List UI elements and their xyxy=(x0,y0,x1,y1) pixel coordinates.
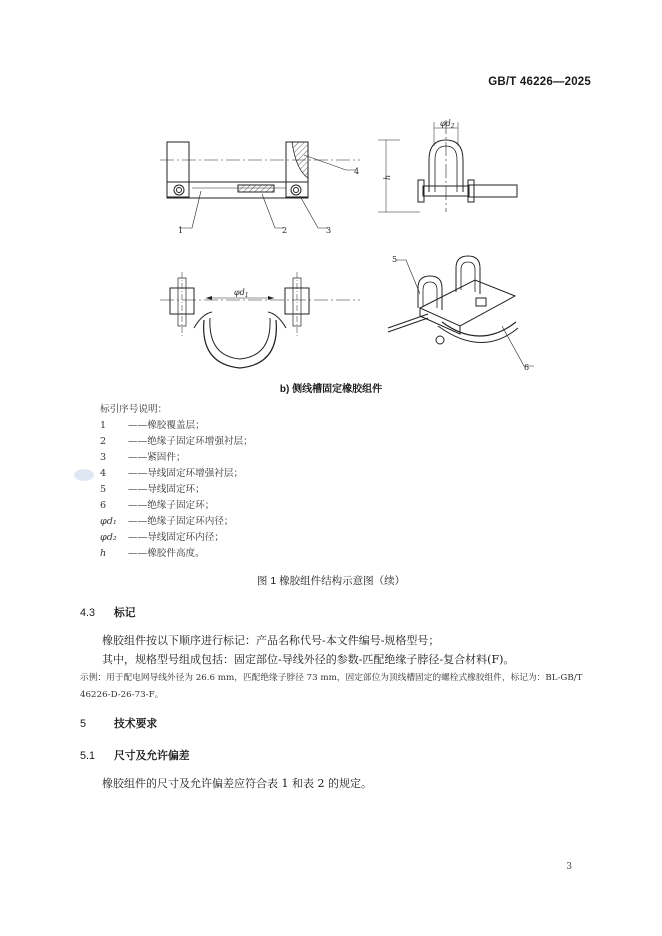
legend-text: ——导线固定环内径； xyxy=(128,532,224,544)
callout-6: 6 xyxy=(524,363,530,372)
legend-text: ——橡胶覆盖层； xyxy=(128,420,205,432)
legend-text: ——导线固定环； xyxy=(128,484,205,496)
callout-3: 3 xyxy=(326,226,332,235)
standard-code: GB/T 46226—2025 xyxy=(488,76,591,88)
legend-code: 6 xyxy=(100,500,107,512)
legend-code: φd₁ xyxy=(100,516,117,528)
legend-item xyxy=(100,530,253,546)
watermark-logo xyxy=(73,468,95,482)
legend-item xyxy=(100,514,253,530)
paragraph: 橡胶组件按以下顺序进行标记：产品名称代号-本文件编号-规格型号； xyxy=(102,634,440,647)
legend-text: ——紧固件； xyxy=(128,452,186,464)
legend-code: 1 xyxy=(100,420,107,432)
legend-item xyxy=(100,546,253,562)
dimension-d2: $\varphi d_2$ xyxy=(440,119,455,130)
legend-text: ——绝缘子固定环增强衬层； xyxy=(128,436,253,448)
section-heading-5: 5 技术要求 xyxy=(80,718,158,730)
example-label: 示例： xyxy=(80,672,107,682)
paragraph: 橡胶组件的尺寸及允许偏差应符合表 1 和表 2 的规定。 xyxy=(102,777,372,790)
legend-code: φd₂ xyxy=(100,532,117,544)
paragraph: 其中，规格型号组成包括：固定部位-导线外径的参数-匹配绝缘子脖径-复合材料(F)。 xyxy=(102,653,515,666)
legend-item xyxy=(100,450,253,466)
legend-item xyxy=(100,434,253,450)
legend-code: 5 xyxy=(100,484,107,496)
isometric-view xyxy=(388,256,534,366)
front-view-bottom xyxy=(160,272,360,368)
legend-item xyxy=(100,418,253,434)
legend-item xyxy=(100,466,253,482)
legend-item xyxy=(100,482,253,498)
legend-text: ——绝缘子固定环； xyxy=(128,500,215,512)
end-view-top xyxy=(378,120,517,212)
callout-4: 4 xyxy=(354,167,360,176)
callout-1: 1 xyxy=(178,226,184,235)
section-heading-4-3: 4.3 标记 xyxy=(80,607,136,619)
figure-caption: 图 1 橡胶组件结构示意图（续） xyxy=(256,575,406,587)
front-view-top xyxy=(160,142,360,228)
legend-text: ——导线固定环增强衬层； xyxy=(128,468,244,480)
figure-subcaption: b) 侧线槽固定橡胶组件 xyxy=(279,384,383,395)
page-number: 3 xyxy=(566,862,572,872)
example-text: 用于配电网导线外径为 26.6 mm，匹配绝缘子脖径 73 mm，固定部位为顶线槽固定的螺栓式橡胶组件，标记为：BL-GB/T 46226-D-26-73-F。 xyxy=(80,673,583,700)
dimension-h: h xyxy=(383,174,392,180)
legend-code: h xyxy=(100,548,107,560)
legend-code: 3 xyxy=(100,452,107,464)
legend-item xyxy=(100,498,253,514)
section-heading-5-1: 5.1 尺寸及允许偏差 xyxy=(80,750,190,762)
legend-title: 标引序号说明： xyxy=(100,404,168,415)
dimension-d1: $\varphi d_1$ xyxy=(234,288,249,299)
legend xyxy=(100,402,253,562)
legend-code: 4 xyxy=(100,468,107,480)
technical-figure xyxy=(120,100,550,390)
legend-text: ——绝缘子固定环内径； xyxy=(128,516,234,528)
legend-code: 2 xyxy=(100,436,107,448)
callout-2: 2 xyxy=(282,226,288,235)
example-note xyxy=(80,669,592,704)
legend-text: ——橡胶件高度。 xyxy=(128,548,205,560)
callout-5: 5 xyxy=(392,255,398,264)
